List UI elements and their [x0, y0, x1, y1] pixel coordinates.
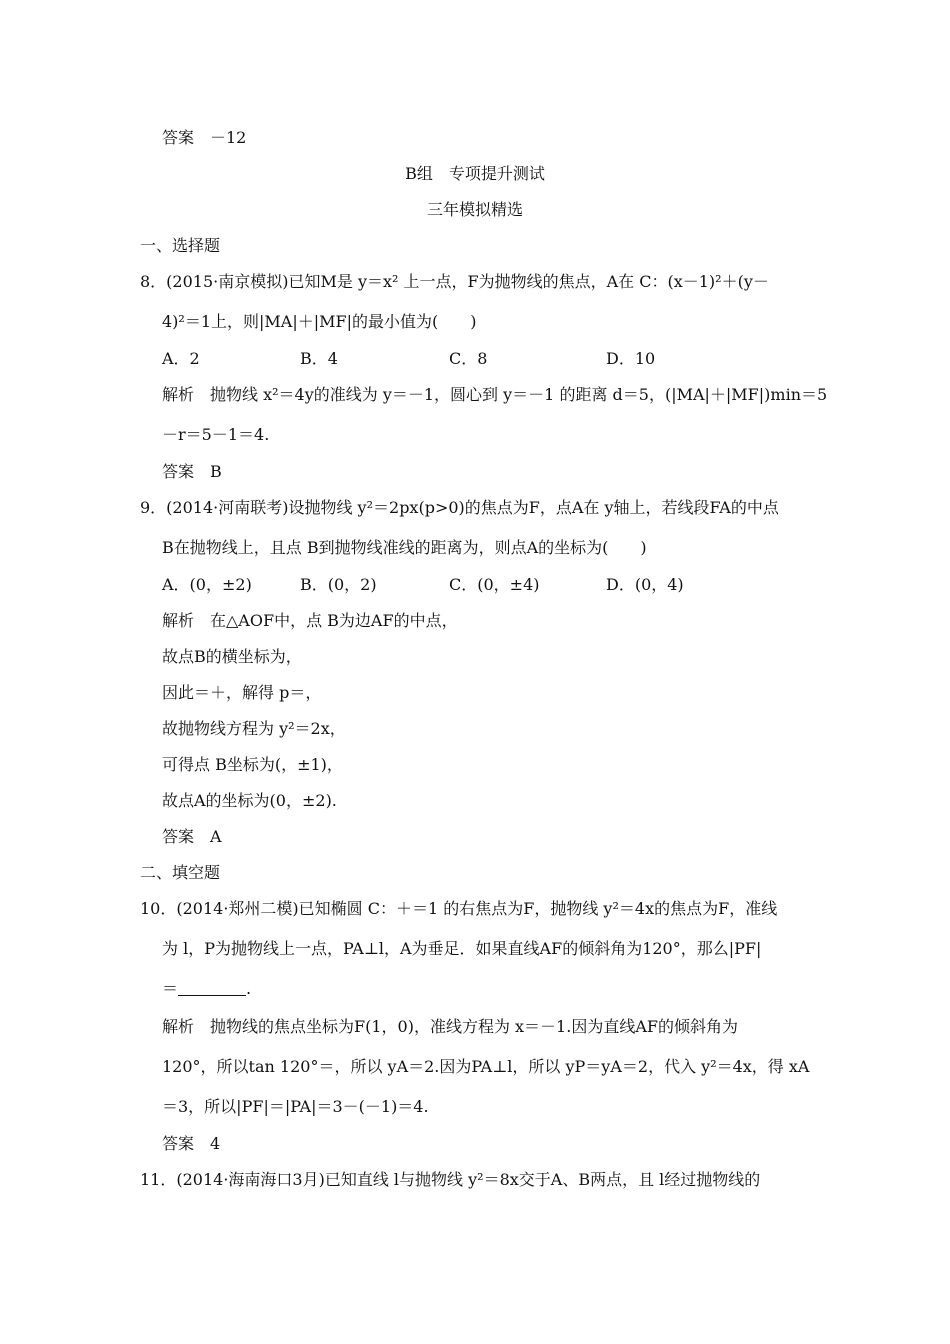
question-8-solution-line1: 解析 抛物线 x²＝4y的准线为 y＝－1，圆心到 y＝－1 的距离 d＝5，(|MA|＋|MF|)min＝5 [162, 385, 828, 404]
question-8-stem-line2: 4)²＝1上，则|MA|＋|MF|的最小值为( ) [162, 312, 477, 331]
question-8-answer: 答案 B [162, 462, 222, 481]
question-10-solution-line3: ＝3，所以|PF|＝|PA|＝3－(－1)＝4. [162, 1097, 429, 1116]
question-11-stem-line1: 11．(2014·海南海口3月)已知直线 l与抛物线 y²＝8x交于A、B两点，且 l经过抛物线的 [140, 1170, 761, 1189]
question-9-solution-line5: 可得点 B坐标为(，±1)， [162, 755, 343, 774]
question-9-solution-line3: 因此＝＋，解得 p＝， [162, 683, 322, 702]
question-9-option-a: A．(0，±2) [162, 575, 252, 594]
question-8-solution-line2: －r＝5－1＝4. [162, 425, 270, 444]
question-10-period: . [246, 979, 252, 998]
question-9-option-d: D．(0，4) [606, 575, 684, 594]
question-9-answer: 答案 A [162, 827, 222, 846]
question-10-stem-line2: 为 l，P为抛物线上一点，PA⊥l，A为垂足．如果直线AF的倾斜角为120°，那么|PF| [162, 939, 762, 958]
question-8-option-a: A．2 [162, 349, 200, 368]
question-8-option-b: B．4 [300, 349, 338, 368]
question-9-stem-line2: B在抛物线上，且点 B到抛物线准线的距离为，则点A的坐标为( ) [162, 538, 647, 557]
question-9-solution-line4: 故抛物线方程为 y²＝2x， [162, 719, 346, 738]
part-heading-fill: 二、填空题 [140, 863, 221, 882]
section-title: B组 专项提升测试 [405, 164, 545, 183]
question-9-option-b: B．(0，2) [300, 575, 377, 594]
question-10-equals: ＝ [162, 979, 179, 998]
question-10-stem-line3 [162, 979, 251, 999]
question-9-stem-line1: 9．(2014·河南联考)设抛物线 y²＝2px(p>0)的焦点为F，点A在 y轴上，若线段FA的中点 [140, 498, 779, 517]
question-9-option-c: C．(0，±4) [449, 575, 540, 594]
question-9-solution-line1: 解析 在△AOF中，点 B为边AF的中点， [162, 611, 458, 630]
question-8-option-c: C．8 [449, 349, 488, 368]
question-9-solution-line6: 故点A的坐标为(0，±2). [162, 791, 337, 810]
top-answer: 答案 －12 [162, 128, 247, 147]
question-9-solution-line2: 故点B的横坐标为， [162, 647, 302, 666]
section-subtitle: 三年模拟精选 [426, 200, 523, 219]
question-8-stem-line1: 8．(2015·南京模拟)已知M是 y＝x² 上一点，F为抛物线的焦点，A在 C：(x－1)²＋(y－ [140, 272, 769, 291]
question-8-option-d: D．10 [606, 349, 656, 368]
answer-blank [178, 981, 246, 996]
part-heading-choice: 一、选择题 [140, 236, 221, 255]
question-10-solution-line1: 解析 抛物线的焦点坐标为F(1，0)，准线方程为 x＝－1.因为直线AF的倾斜角为 [162, 1017, 738, 1036]
question-10-stem-line1: 10．(2014·郑州二模)已知椭圆 C：＋＝1 的右焦点为F，抛物线 y²＝4x的焦点为F，准线 [140, 899, 778, 918]
question-10-solution-line2: 120°，所以tan 120°＝，所以 yA＝2.因为PA⊥l，所以 yP＝yA＝2，代入 y²＝4x，得 xA [162, 1057, 810, 1076]
question-10-answer: 答案 4 [162, 1134, 221, 1153]
